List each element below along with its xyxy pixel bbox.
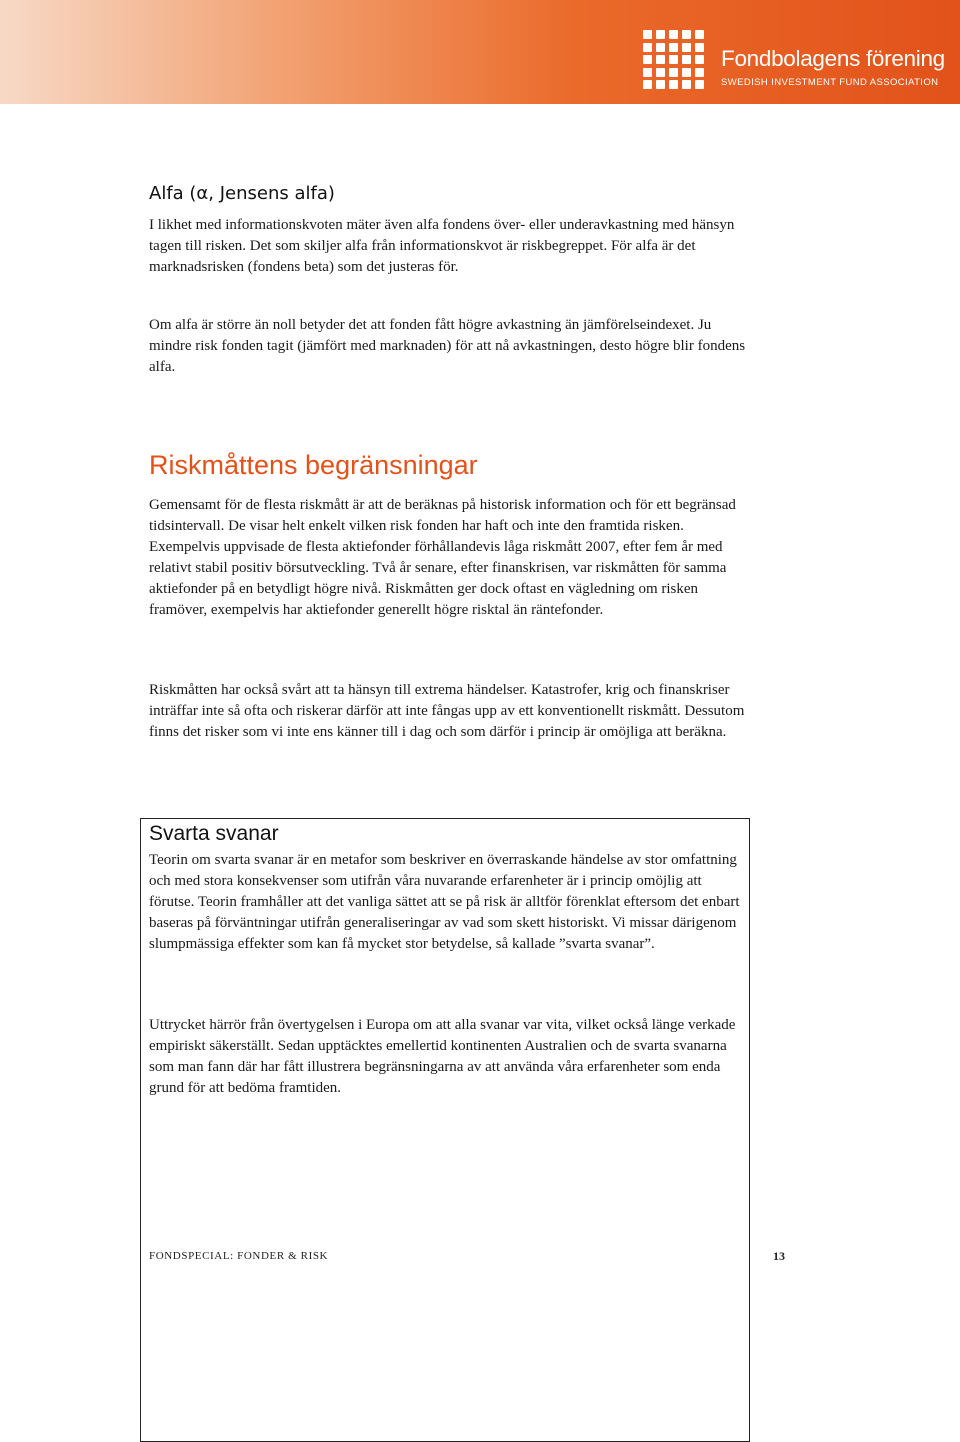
logo-square [669, 68, 678, 77]
logo-square [656, 43, 665, 52]
logo-square [643, 43, 652, 52]
logo-square [682, 68, 691, 77]
brand-name: Fondbolagens förening [721, 46, 945, 71]
logo-square [669, 30, 678, 39]
paragraph-alfa-2: Om alfa är större än noll betyder det att fonden fått högre avkastning än jämförelseindexet. Ju mindre risk fonden tagit (jämfört med marknaden) för att nå avkastningen, desto högre blir fondens alfa. [149, 317, 746, 375]
logo-square [682, 55, 691, 64]
logo-square [669, 55, 678, 64]
heading-alfa: Alfa (α, Jensens alfa) [149, 183, 335, 204]
paragraph-svan-1: Teorin om svarta svanar är en metafor som beskriver en överraskande händelse av stor omfattning och med stora konsekvenser som utifrån våra nuvarande erfarenheter är i princip omöjlig att förutse. Teorin framhåller att det vanliga sättet att se på risk är alltför förenklat eftersom det enbart baseras på förväntningar utifrån generaliseringar av vad som skett historiskt. Vi missar därigenom slumpmässiga effekter som kan få mycket stor betydelse, så kallade ”svarta svanar”. [149, 852, 740, 952]
logo-square [682, 30, 691, 39]
logo-square [656, 55, 665, 64]
logo-square [669, 43, 678, 52]
logo-grid-icon [643, 30, 705, 90]
footer-label: FONDSPECIAL: FONDER & RISK [149, 1250, 329, 1262]
paragraph-alfa-1: I likhet med informationskvoten mäter även alfa fondens över- eller underavkastning med hänsyn tagen till risken. Det som skiljer alfa från informationskvot är riskbegreppet. För alfa är det marknadsrisken (fondens beta) som det justeras för. [149, 217, 735, 275]
logo-square [695, 30, 704, 39]
logo-square [643, 30, 652, 39]
heading-riskmatt: Riskmåttens begränsningar [149, 450, 478, 480]
logo-square [695, 43, 704, 52]
heading-svarta-svanar: Svarta svanar [149, 822, 279, 845]
logo-square [695, 80, 704, 89]
paragraph-svan-2: Uttrycket härrör från övertygelsen i Europa om att alla svanar var vita, vilket också länge verkade empiriskt säkerställt. Sedan upptäcktes emellertid kontinenten Australien och de svarta svanarna som man fann där har fått illustrera begränsningarna av att använda våra erfarenheter som enda grund för att bedöma framtiden. [149, 1017, 736, 1096]
paragraph-risk-2: Riskmåtten har också svårt att ta hänsyn till extrema händelser. Katastrofer, krig och finanskriser inträffar inte så ofta och riskerar därför att inte fångas upp av ett konventionellt riskmått. Dessutom finns det risker som vi inte ens känner till i dag och som därför i princip är omöjliga att beräkna. [149, 682, 745, 740]
logo-square [682, 80, 691, 89]
logo-square [656, 80, 665, 89]
logo-square [643, 80, 652, 89]
paragraph-risk-1: Gemensamt för de flesta riskmått är att de beräknas på historisk information och för ett begränsad tidsintervall. De visar helt enkelt vilken risk fonden har haft och inte den framtida risken. Exempelvis uppvisade de flesta aktiefonder förhållandevis låga riskmått 2007, efter fem år med relativt stabil positiv börsutveckling. Två år senare, efter finanskrisen, var riskmåtten för samma aktiefonder på en betydligt högre nivå. Riskmåtten ger dock oftast en vägledning om risken framöver, exempelvis har aktiefonder generellt högre risktal än räntefonder. [149, 497, 736, 618]
page-number: 13 [773, 1249, 785, 1263]
logo-square [695, 55, 704, 64]
logo-square [643, 68, 652, 77]
logo-square [656, 30, 665, 39]
logo-square [682, 43, 691, 52]
brand-subtitle: SWEDISH INVESTMENT FUND ASSOCIATION [721, 77, 939, 88]
header-banner [0, 0, 960, 104]
logo-square [669, 80, 678, 89]
logo-square [656, 68, 665, 77]
logo-square [695, 68, 704, 77]
logo-square [643, 55, 652, 64]
